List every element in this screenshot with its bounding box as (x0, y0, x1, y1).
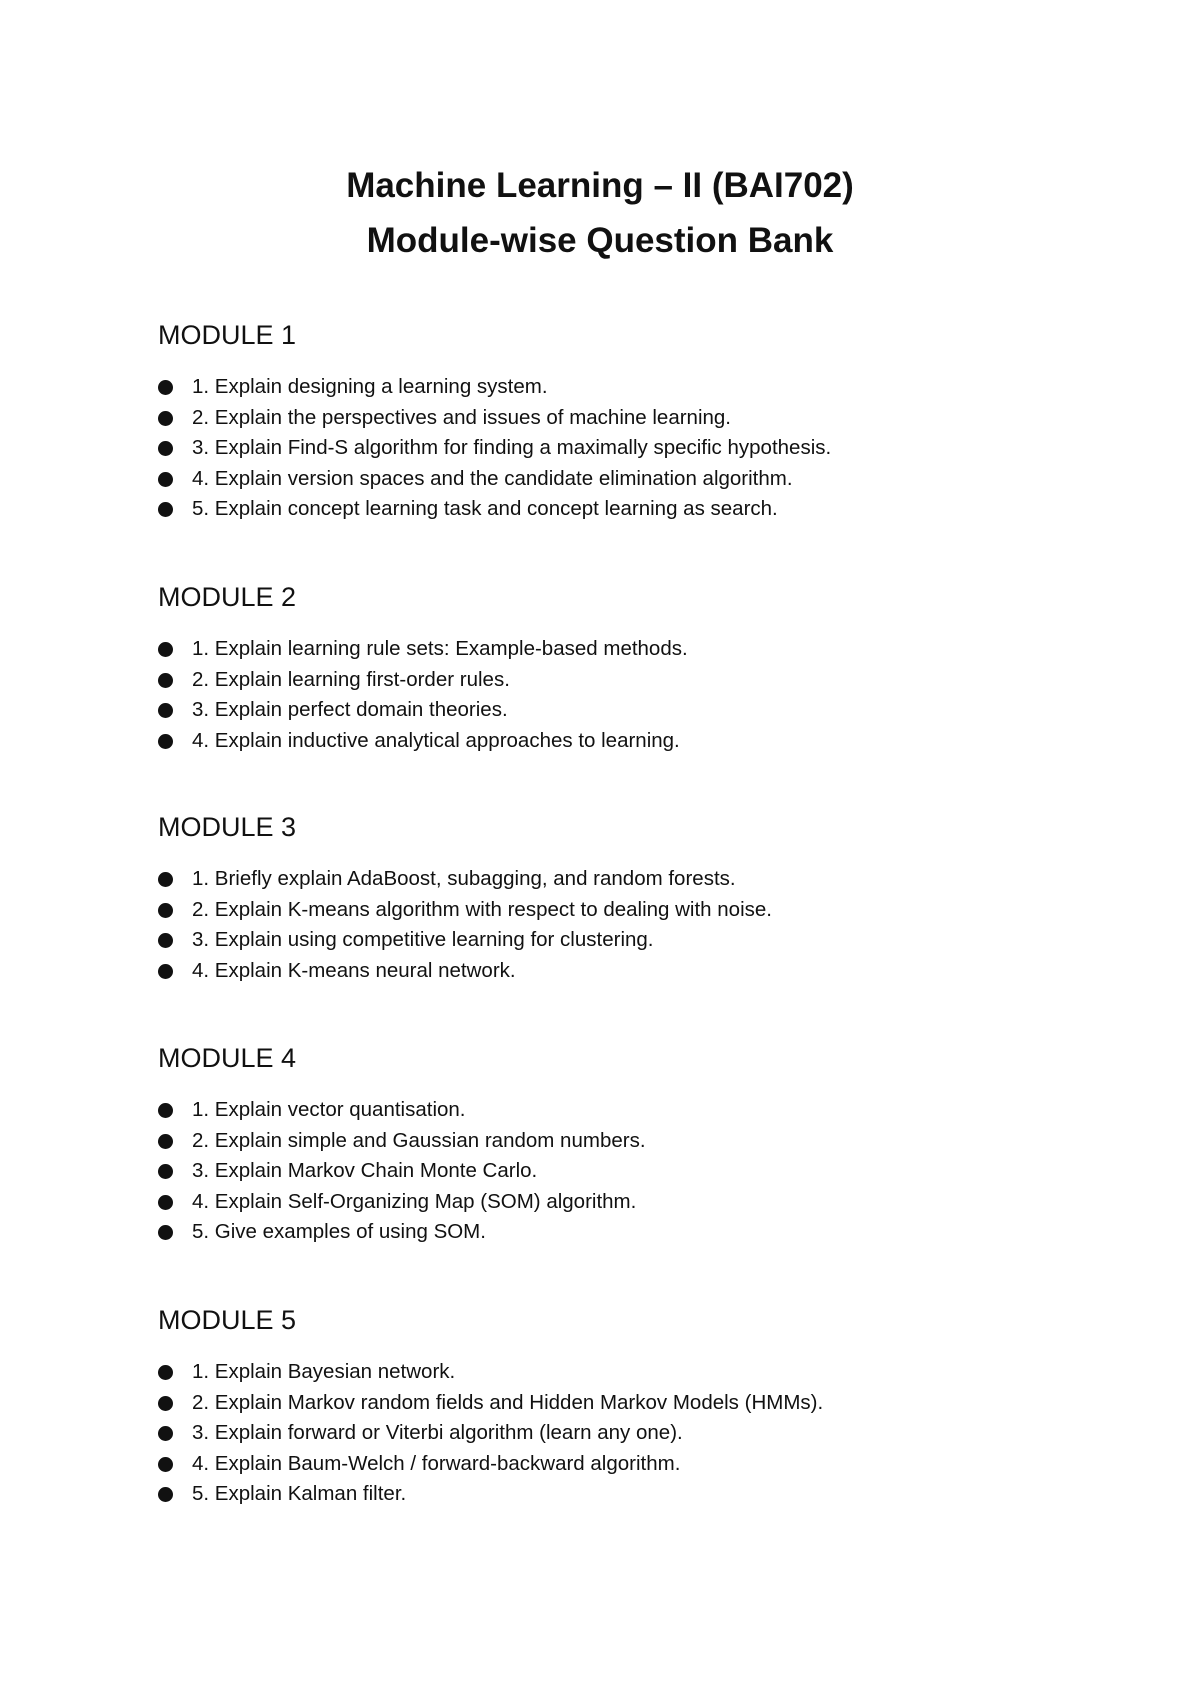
question-item (158, 695, 1118, 726)
question-text: 2. Explain learning first-order rules. (192, 667, 510, 691)
question-text: 5. Give examples of using SOM. (192, 1220, 486, 1243)
module-5-section (158, 1305, 1118, 1510)
bullet-icon (158, 1426, 173, 1441)
bullet-icon (158, 933, 173, 948)
question-text: 1. Explain designing a learning system. (192, 375, 548, 398)
bullet-icon (158, 673, 173, 688)
module-heading: MODULE 3 (158, 812, 297, 842)
bullet-icon (158, 1396, 173, 1411)
bullet-icon (158, 642, 173, 657)
question-text: 3. Explain Markov Chain Monte Carlo. (192, 1159, 538, 1182)
bullet-icon (158, 1225, 173, 1240)
question-item (158, 925, 1118, 956)
bullet-icon (158, 872, 173, 887)
question-text: 4. Explain version spaces and the candidate elimination algorithm. (192, 466, 793, 490)
question-item (158, 665, 1118, 696)
module-2-section (158, 582, 1118, 756)
question-item (158, 864, 1118, 895)
bullet-icon (158, 964, 173, 979)
bullet-icon (158, 1164, 173, 1179)
question-item (158, 634, 1118, 665)
bullet-icon (158, 734, 173, 749)
question-text: 2. Explain simple and Gaussian random numbers. (192, 1128, 646, 1152)
question-item (158, 956, 1118, 987)
question-item (158, 1479, 1118, 1510)
bullet-icon (158, 502, 173, 517)
question-text: 5. Explain concept learning task and concept learning as search. (192, 497, 778, 520)
question-item (158, 1187, 1118, 1218)
question-item (158, 1095, 1118, 1126)
question-list (158, 372, 1118, 525)
question-text: 3. Explain using competitive learning for clustering. (192, 928, 654, 951)
question-text: 1. Briefly explain AdaBoost, subagging, and random forests. (192, 867, 736, 890)
title-line-course: Machine Learning – II (BAI702) (346, 166, 854, 205)
question-item (158, 372, 1118, 403)
question-item (158, 494, 1118, 525)
title-line-subtitle: Module-wise Question Bank (366, 221, 834, 260)
bullet-icon (158, 411, 173, 426)
question-text: 1. Explain vector quantisation. (192, 1098, 466, 1121)
bullet-icon (158, 1365, 173, 1380)
question-text: 4. Explain Self-Organizing Map (SOM) algorithm. (192, 1189, 637, 1213)
bullet-icon (158, 1457, 173, 1472)
bullet-icon (158, 1103, 173, 1118)
question-text: 2. Explain Markov random fields and Hidden Markov Models (HMMs). (192, 1390, 824, 1414)
module-heading: MODULE 1 (158, 320, 297, 350)
document-title (0, 158, 1200, 268)
module-heading: MODULE 2 (158, 582, 297, 612)
question-item (158, 1217, 1118, 1248)
module-1-section (158, 320, 1118, 525)
question-text: 2. Explain K-means algorithm with respect to dealing with noise. (192, 897, 772, 921)
question-list (158, 634, 1118, 756)
bullet-icon (158, 1487, 173, 1502)
question-list (158, 864, 1118, 986)
question-item (158, 464, 1118, 495)
question-text: 5. Explain Kalman filter. (192, 1482, 407, 1505)
question-item (158, 1449, 1118, 1480)
bullet-icon (158, 380, 173, 395)
question-item (158, 1357, 1118, 1388)
question-item (158, 403, 1118, 434)
question-text: 3. Explain perfect domain theories. (192, 698, 508, 721)
bullet-icon (158, 903, 173, 918)
module-heading: MODULE 4 (158, 1043, 297, 1073)
question-text: 4. Explain inductive analytical approaches to learning. (192, 728, 680, 752)
bullet-icon (158, 703, 173, 718)
question-item (158, 1418, 1118, 1449)
question-list (158, 1357, 1118, 1510)
question-item (158, 895, 1118, 926)
bullet-icon (158, 1134, 173, 1149)
question-list (158, 1095, 1118, 1248)
question-text: 4. Explain K-means neural network. (192, 958, 516, 982)
question-item (158, 1388, 1118, 1419)
question-item (158, 1156, 1118, 1187)
question-text: 2. Explain the perspectives and issues of machine learning. (192, 405, 732, 429)
question-text: 1. Explain Bayesian network. (192, 1360, 456, 1383)
question-item (158, 433, 1118, 464)
question-text: 1. Explain learning rule sets: Example-based methods. (192, 637, 688, 660)
question-text: 3. Explain forward or Viterbi algorithm (learn any one). (192, 1421, 683, 1444)
question-item (158, 726, 1118, 757)
module-4-section (158, 1043, 1118, 1248)
bullet-icon (158, 441, 173, 456)
question-text: 4. Explain Baum-Welch / forward-backward algorithm. (192, 1451, 681, 1475)
bullet-icon (158, 472, 173, 487)
question-text: 3. Explain Find-S algorithm for finding a maximally specific hypothesis. (192, 436, 832, 459)
module-3-section (158, 812, 1118, 986)
module-heading: MODULE 5 (158, 1305, 297, 1335)
question-item (158, 1126, 1118, 1157)
bullet-icon (158, 1195, 173, 1210)
